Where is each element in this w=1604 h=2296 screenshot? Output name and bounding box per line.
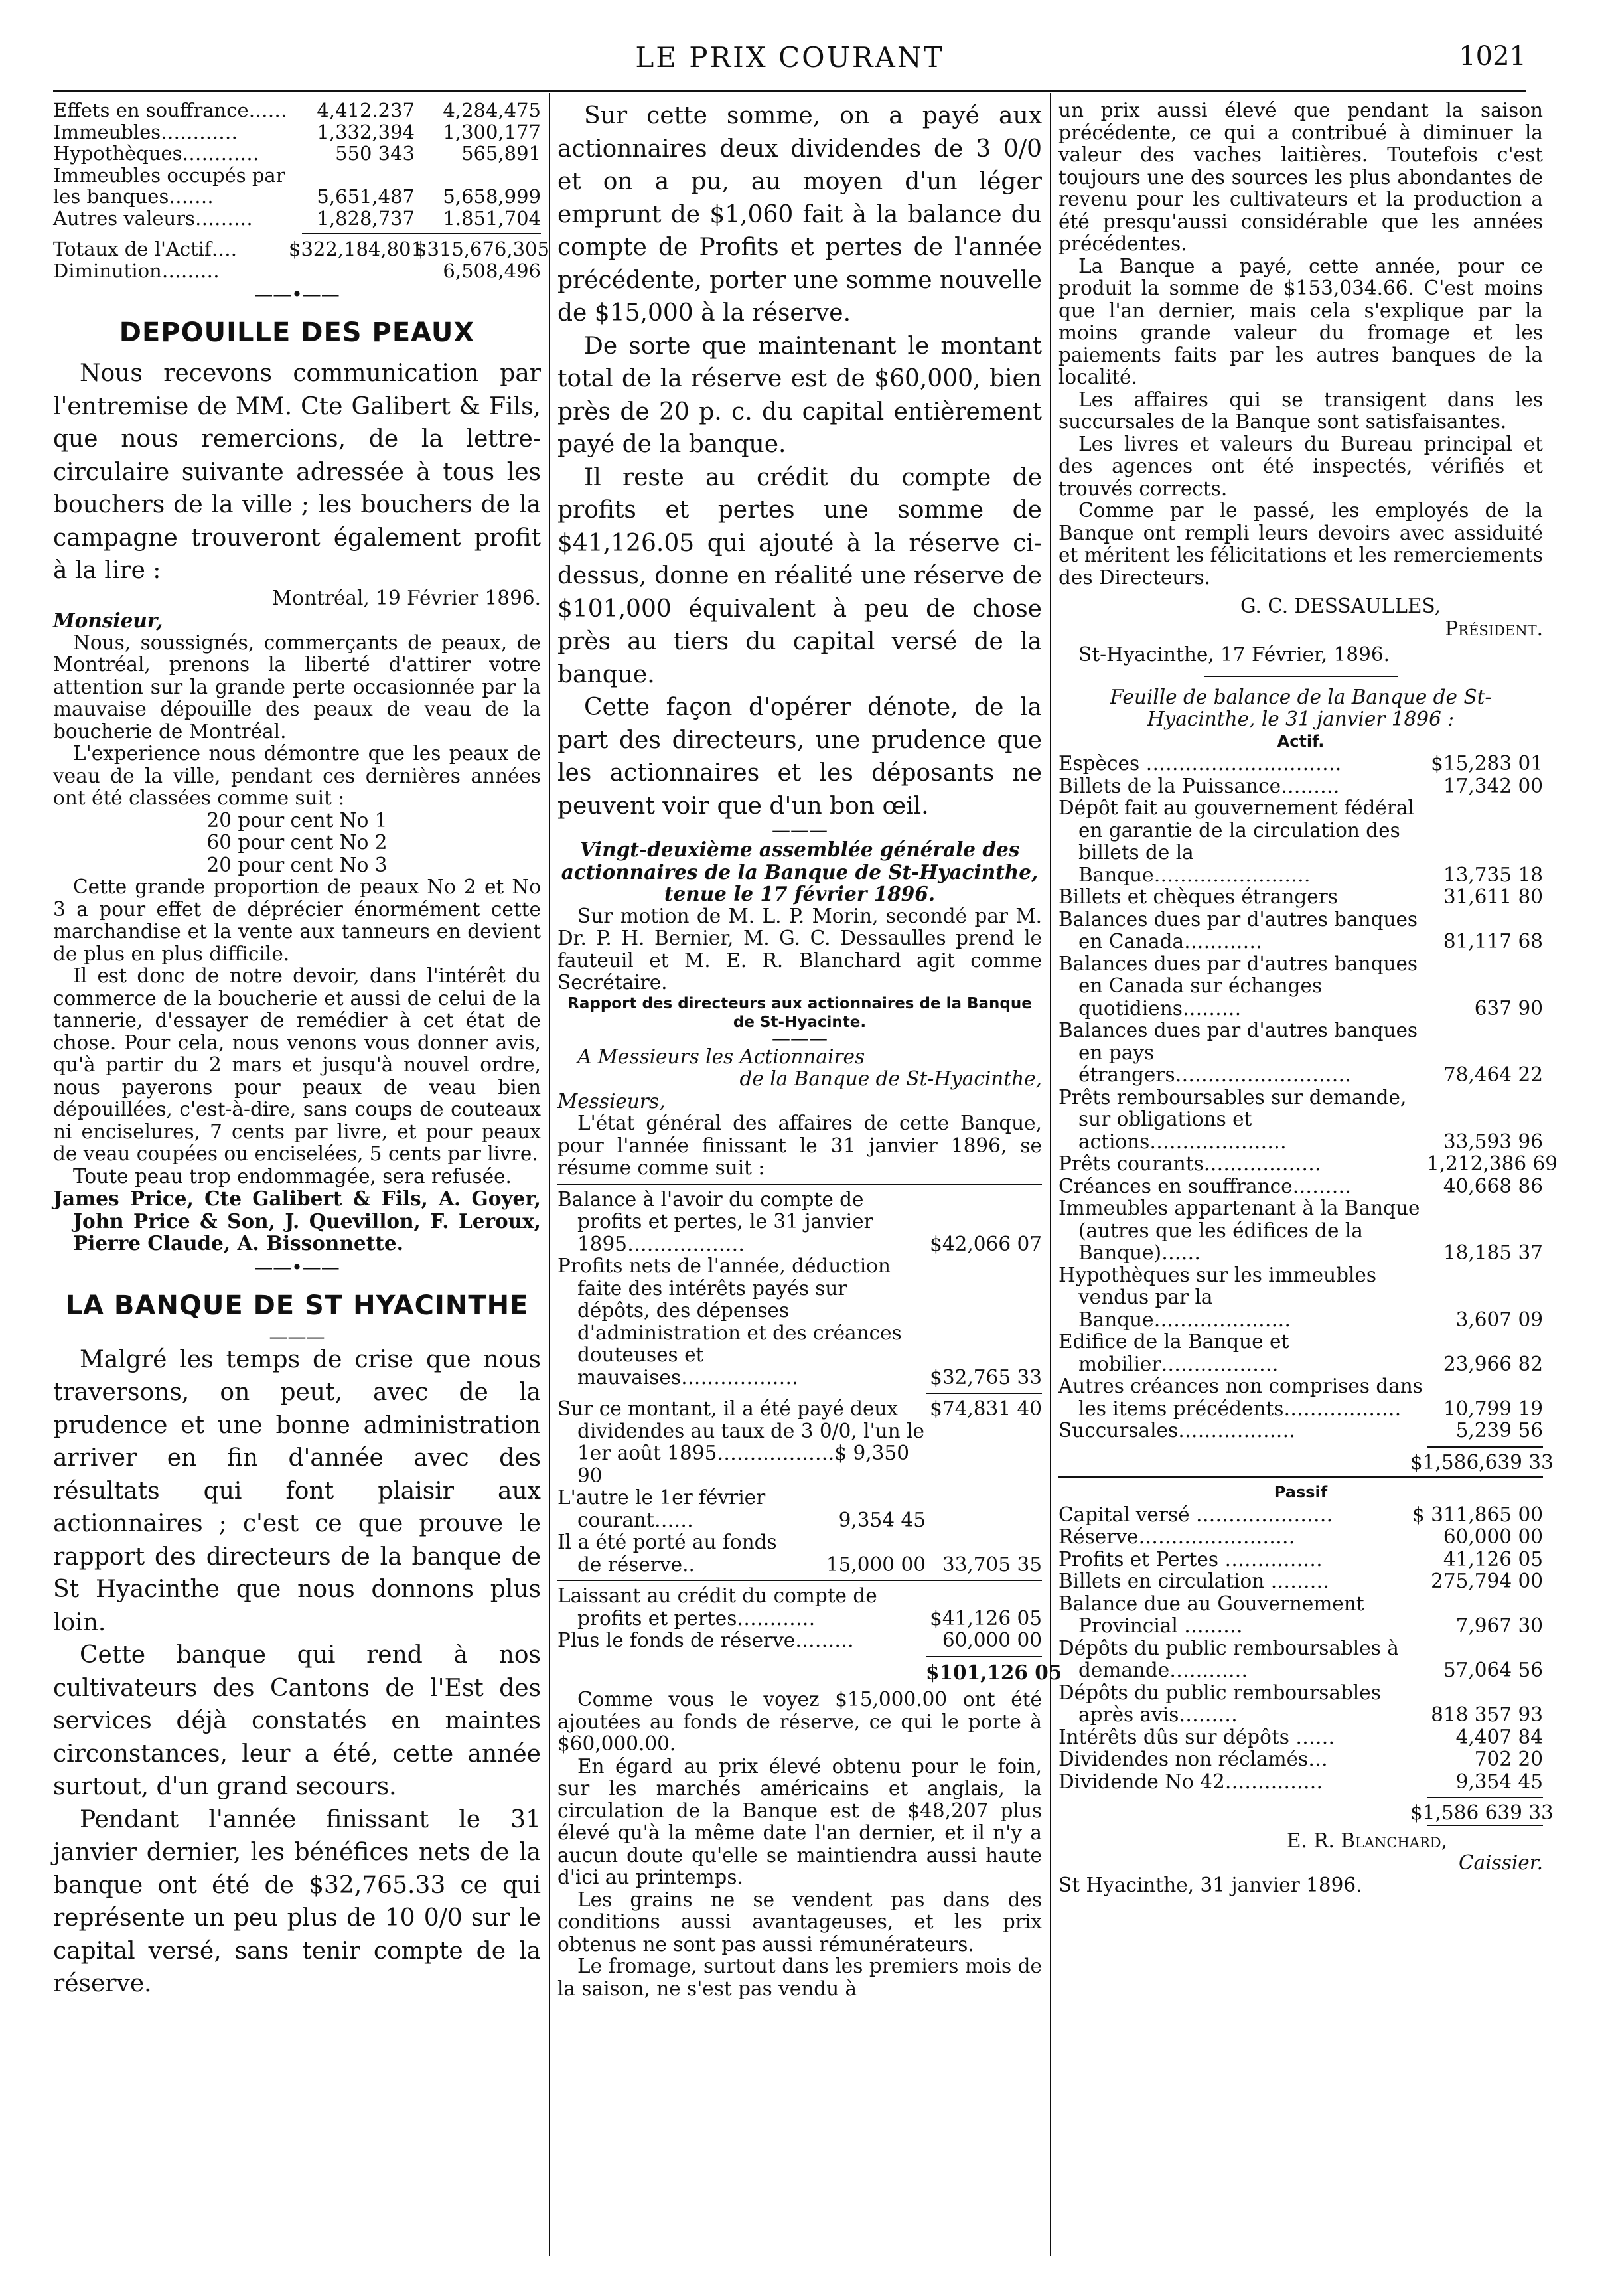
signature-date: St-Hyacinthe, 17 Février, 1896.: [1078, 643, 1390, 666]
journal-title: LE PRIX COURANT: [635, 41, 944, 74]
address-line: A Messieurs les Actionnaires: [577, 1045, 865, 1068]
grade-line: 60 pour cent No 2: [206, 831, 388, 854]
paragraph: Les grains ne se vendent pas dans des conditions aussi avantageuses, et les prix obtenus ne sont pas aussi rémunérateurs.: [557, 1888, 1042, 1955]
assets-table: [53, 99, 549, 282]
table-row: Créances en souffrance……… 40,668 86: [1058, 1174, 1543, 1197]
paragraph: Sur cette somme, on a payé aux actionnaires deux dividendes de 3 0/0 et on a pu, au moyen d'un léger emprunt de $1,060 fait à la balance du compte de Profits et pertes de l'année précédente, porter une somme nouvelle de $15,000 à la réserve.: [557, 102, 1042, 327]
passif-heading-row: [1058, 1482, 1543, 1504]
page-header: [53, 41, 1526, 81]
table-row: Balances dues par d'autres banques en pays étrangers……………………… 78,464 22: [1058, 1019, 1543, 1086]
ornament: ——•——: [254, 1256, 340, 1278]
ornament: ——•——: [254, 283, 340, 305]
grade-line: 20 pour cent No 1: [206, 808, 388, 832]
table-row: Edifice de la Banque et mobilier……………… 23,966 82: [1058, 1330, 1543, 1375]
section-heading-peaux: DEPOUILLE DES PEAUX: [119, 317, 475, 348]
paragraph: Cette façon d'opérer dénote, de la part des directeurs, une prudence que les actionnaires et les déposants ne peuvent voir que d'un bon œil.: [557, 694, 1042, 820]
grand-total-row: $101,126 05: [926, 1660, 1062, 1684]
actif-table: [1058, 752, 1558, 1826]
table-row: Profits et Pertes …………… 41,126 05: [1058, 1547, 1543, 1570]
paragraph: L'état général des affaires de cette Banque, pour l'année finissant le 31 janvier 1896, se résume comme suit :: [557, 1112, 1042, 1179]
header-rule: [53, 90, 1526, 92]
paragraph: Le fromage, surtout dans les premiers mois de la saison, ne s'est pas vendu à: [557, 1955, 1042, 2000]
column-1: [53, 99, 549, 2256]
table-row: Immeubles appartenant à la Banque (autres que les édifices de la Banque)…… 18,185 37: [1058, 1197, 1543, 1264]
table-row: Capital versé ………………… $ 311,865 00: [1058, 1503, 1543, 1526]
table-row: Dépôt fait au gouvernement fédéral en garantie de la circulation des billets de la Banque…………………… 13,735 18: [1058, 797, 1543, 886]
table-row: Prêts remboursables sur demande, sur obligations et actions………………… 33,593 96: [1058, 1085, 1543, 1153]
table-row: Laissant au crédit du compte de profits et pertes………… $41,126 05: [557, 1584, 1042, 1630]
signatories: James Price, Cte Galibert & Fils, A. Goyer, John Price & Son, J. Quevillon, F. Leroux, Pierre Claude, A. Bissonnette.: [53, 1187, 541, 1255]
grade-line: 20 pour cent No 3: [206, 853, 388, 876]
table-row: Billets de la Puissance……… 17,342 00: [1058, 774, 1543, 797]
totals-row: Totaux de l'Actif…. $322,184,801 $315,676,305: [53, 238, 549, 260]
paragraph: Il est donc de notre devoir, dans l'intérêt du commerce de la boucherie et aussi de celui de la tannerie, d'essayer de remédier à cet état de chose. Pour cela, nous venons vous donner avis, qu'à partir du 2 mars et jusqu'à nouvel ordre, nous payerons pour peaux de veau bien dépouillées, c'est-à-dire, sans coups de couteaux ni enciselures, 7 cents par livre, et pour peaux de veau coupées ou enciselées, 5 cents par livre.: [53, 964, 541, 1165]
paragraph: Nous recevons communication par l'entremise de MM. Cte Galibert & Fils, que nous remercions, de la lettre-circulaire suivante adressée à tous les bouchers de la ville ; les bouchers de la campagne trouveront également profit à la lire :: [53, 360, 541, 584]
actif-heading: Actif.: [1277, 731, 1325, 751]
column-2: [557, 100, 1062, 2256]
table-row: Réserve…………………… 60,000 00: [1058, 1525, 1543, 1548]
paragraph: Comme par le passé, les employés de la Banque ont rempli leurs devoirs avec assiduité et méritent les félicitations et les remerciements des Directeurs.: [1058, 499, 1543, 589]
table-row: Dividende No 42…………… 9,354 45: [1058, 1770, 1543, 1793]
table-row: Immeubles………… 1,332,394 1,300,177: [53, 120, 541, 143]
cashier-date: St Hyacinthe, 31 janvier 1896.: [1058, 1873, 1362, 1896]
ornament-rule: ———: [772, 1027, 828, 1049]
diminution-row: Diminution……… 6,508,496: [53, 259, 541, 282]
paragraph: Toute peau trop endommagée, sera refusée.: [73, 1164, 512, 1187]
paragraph: Les livres et valeurs du Bureau principal et des agences ont été inspectés, vérifiés et trouvés corrects.: [1058, 432, 1543, 500]
paragraph: Il reste au crédit du compte de profits et pertes une somme de $41,126.05 qui ajouté à la réserve ci-dessus, donne en réalité une réserve de $101,000 équivalent à peu de chose près au tiers du capital versé de la banque.: [557, 463, 1042, 688]
column-divider: [549, 93, 550, 2256]
table-row: Immeubles occupés par les banques……. 5,651,487 5,658,999: [53, 163, 541, 208]
table-row: Dépôts du public remboursables après avis……… 818 357 93: [1058, 1681, 1543, 1726]
page-number: 1021: [1459, 41, 1526, 72]
cashier-title: Caissier.: [1458, 1851, 1543, 1874]
paragraph: Cette grande proportion de peaux No 2 et No 3 a pour effet de déprécier énormément cette marchandise et la vente aux tanneurs en devient de plus en plus difficile.: [53, 876, 541, 965]
signature-name: G. C. DESSAULLES,: [1240, 595, 1441, 617]
table-row: Intérêts dûs sur dépôts …… 4,407 84: [1058, 1725, 1543, 1748]
table-row: Plus le fonds de réserve……… 60,000 00: [557, 1629, 1042, 1651]
salutation: Monsieur,: [53, 609, 163, 632]
paragraph: L'experience nous démontre que les peaux de veau de la ville, pendant ces dernières années ont été classées comme suit :: [53, 742, 541, 809]
report-title: Rapport des directeurs aux actionnaires de la Banque de St-Hyacinte.: [567, 994, 1032, 1031]
table-row: Dépôts du public remboursables à demande………… 57,064 56: [1058, 1636, 1543, 1681]
paragraph: En égard au prix élevé obtenu pour le foin, sur les marchés américains et anglais, la circulation de la Banque est de $48,207 plus élevé qu'à la même date l'an dernier, et il n'y a aucun doute qu'elle se maintiendra aussi haute d'ici au printemps.: [557, 1754, 1042, 1888]
paragraph: Les affaires qui se transigent dans les succursales de la Banque sont satisfaisantes.: [1058, 388, 1543, 433]
table-row: Balance à l'avoir du compte de profits et pertes, le 31 janvier 1895……………… $42,066 07: [557, 1187, 1042, 1255]
dateline: Montréal, 19 Février 1896.: [272, 586, 541, 609]
paragraph: Comme vous le voyez $15,000.00 ont été ajoutées au fonds de réserve, ce qui le porte à $60,000.00.: [557, 1688, 1042, 1755]
paragraph: Malgré les temps de crise que nous traversons, on peut, avec de la prudence et une bonne administration arriver en fin d'année avec des résultats qui font plaisir aux actionnaires ; c'est ce que prouve le rapport des directeurs de la banque de St Hyacinthe que nous donnons plus loin.: [53, 1345, 541, 1636]
signature-title: Président.: [1445, 617, 1543, 640]
table-row: Billets et chèques étrangers 31,611 80: [1058, 885, 1543, 908]
ornament-rule: ———: [772, 819, 828, 841]
passif-heading: Passif: [1274, 1483, 1328, 1501]
table-row: Hypothèques………… 550 343 565,891: [53, 142, 541, 165]
table-row: Hypothèques sur les immeubles vendus par la Banque………………… 3,607 09: [1058, 1263, 1543, 1331]
section-heading-banque: LA BANQUE DE ST HYACINTHE: [65, 1290, 529, 1321]
column-divider: [1050, 93, 1051, 2256]
table-row: Prêts courants……………… 1,212,386 69: [1058, 1152, 1558, 1175]
ledger-table: [557, 1187, 1062, 1684]
column-3: [1058, 99, 1558, 2256]
paragraph: un prix aussi élevé que pendant la saison précédente, ce qui a contribué à diminuer la valeur des vaches laitières. Toutefois c'est toujours une des sources les plus abondantes de revenu pour les cultivateurs et la production a été presqu'aussi considérable que les années précédentes.: [1058, 99, 1543, 255]
table-row: Autres créances non comprises dans les items précédents……………… 10,799 19: [1058, 1375, 1543, 1420]
table-row: Profits nets de l'année, déduction faite des intérêts payés sur dépôts, des dépenses d'administration et des créances douteuses et mauvaises……………… $32,765 33: [557, 1255, 1042, 1389]
table-row: L'autre le 1er février courant…… 9,354 45: [557, 1486, 926, 1531]
paragraph: Pendant l'année finissant le 31 janvier dernier, les bénéfices nets de la banque ont été de $32,765.33 ce qui représente un peu plus de 10 0/0 sur le capital versé, sans tenir compte de la réserve.: [53, 1805, 541, 1997]
table-row: Balances dues par d'autres banques en Canada sur échanges quotidiens……… 637 90: [1058, 952, 1543, 1020]
table-row: Il a été porté au fonds de réserve.. 15,000 00 33,705 35: [557, 1531, 1042, 1576]
salutation: Messieurs,: [557, 1089, 666, 1112]
meeting-title: Vingt-deuxième assemblée générale des actionnaires de la Banque de St-Hyacinthe, tenue le 17 février 1896.: [561, 838, 1039, 905]
balance-sheet-title: Feuille de balance de la Banque de St-Hyacinthe, le 31 janvier 1896 :: [1110, 685, 1492, 730]
paragraph: Nous, soussignés, commerçants de peaux, de Montréal, prenons la liberté d'attirer votre attention sur la grande perte occasionnée par la mauvaise dépouille des peaux de veau de la boucherie de Montréal.: [53, 631, 541, 743]
table-row: Succursales……………… 5,239 56: [1058, 1419, 1543, 1442]
table-row: Sur ce montant, il a été payé deux dividendes au taux de 3 0/0, l'un le 1er août 1895………………$ 9,350 90 $74,831 40: [557, 1397, 1042, 1487]
table-row: Espèces ………………………… $15,283 01: [1058, 752, 1543, 775]
address-line: de la Banque de St-Hyacinthe,: [739, 1067, 1042, 1090]
paragraph: Cette banque qui rend à nos cultivateurs des Cantons de l'Est des services déjà constatés en maintes circonstances, leur a été, cette année surtout, d'un grand secours.: [53, 1642, 541, 1800]
table-row: Dividendes non réclamés… 702 20: [1058, 1748, 1543, 1770]
table-row: Balances dues par d'autres banques en Canada………… 81,117 68: [1058, 907, 1543, 953]
passif-total-row: $1,586 639 33: [1410, 1801, 1554, 1824]
ornament-rule: ———: [269, 1325, 325, 1347]
table-row: Autres valeurs……… 1,828,737 1.851,704: [53, 206, 541, 230]
cashier-name: E. R. Blanchard,: [1287, 1829, 1447, 1852]
paragraph: De sorte que maintenant le montant total de la réserve est de $60,000, bien près de 20 p. c. du capital entièrement payé de la banque.: [557, 332, 1042, 458]
paragraph: La Banque a payé, cette année, pour ce produit la somme de $153,034.66. C'est moins que l'an dernier, mais cela s'explique par la moins grande valeur du fromage et les paiements faits par les autres banques de la localité.: [1058, 254, 1543, 388]
table-row: Billets en circulation ……… 275,794 00: [1058, 1570, 1543, 1592]
paragraph: Sur motion de M. L. P. Morin, secondé par M. Dr. P. H. Bernier, M. G. C. Dessaulles prend le fauteuil et M. E. R. Blanchard agit comme Secrétaire.: [557, 904, 1042, 994]
table-row: Effets en souffrance…… 4,412.237 4,284,475: [53, 99, 541, 121]
actif-total-row: $1,586,639 33: [1410, 1450, 1554, 1474]
table-row: Balance due au Gouvernement Provincial ……… 7,967 30: [1058, 1592, 1543, 1637]
